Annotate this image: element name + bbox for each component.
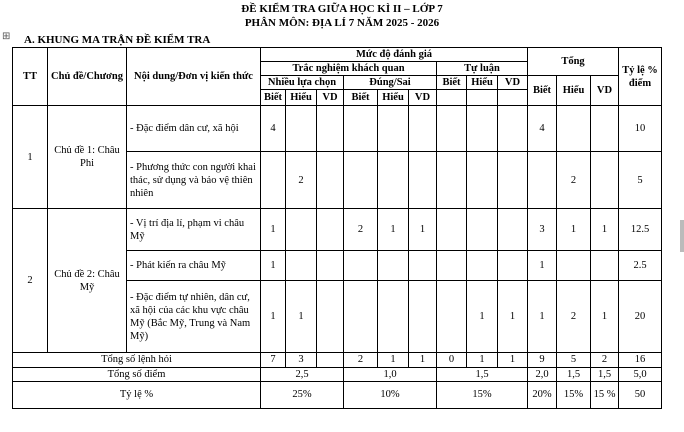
value-cell [498,152,528,209]
value-cell [528,152,557,209]
value-cell [437,251,467,281]
points-percent: 5,0 [619,367,662,381]
ratio-mcq: 25% [261,381,344,408]
value-cell [409,152,437,209]
value-cell [557,106,591,152]
col-essay-blank-1 [437,90,467,106]
value-cell [498,251,528,281]
document-title: ĐỀ KIỂM TRA GIỮA HỌC KÌ II – LỚP 7 [241,3,443,15]
col-essay-biet: Biết [437,76,467,90]
chapter-number: 2 [13,209,48,353]
document-subtitle: PHÂN MÔN: ĐỊA LÍ 7 NĂM 2025 - 2026 [244,17,440,29]
ratio-label: Tỷ lệ % [13,381,261,408]
value-cell: 4 [528,106,557,152]
col-percent: Tỷ lệ % điểm [619,48,662,106]
value-cell [344,106,378,152]
value-cell: 1 [286,281,317,353]
value-cell: 3 [528,209,557,251]
value-cell [317,106,344,152]
value-cell: 2 [557,281,591,353]
section-title: A. KHUNG MA TRẬN ĐỀ KIỂM TRA [24,34,211,46]
total-cell: 9 [528,353,557,367]
value-cell [378,152,409,209]
chapter-number: 1 [13,106,48,209]
col-tf-vd: VD [409,90,437,106]
percent-cell: 20 [619,281,662,353]
total-cell: 2 [591,353,619,367]
value-cell [317,251,344,281]
totals-row [13,381,662,408]
total-cell: 3 [286,353,317,367]
percent-cell: 12.5 [619,209,662,251]
value-cell [409,106,437,152]
total-cell: 5 [557,353,591,367]
total-cell: 2 [344,353,378,367]
total-questions-label: Tổng số lệnh hỏi [13,353,261,367]
content-cell: - Đặc điểm tự nhiên, dân cư, xã hội của các khu vực châu Mỹ (Bắc Mỹ, Trung và Nam Mỹ) [127,281,261,353]
content-cell: - Phát kiến ra châu Mỹ [127,251,261,281]
totals-row [13,353,662,367]
total-cell: 16 [619,353,662,367]
total-cell: 0 [437,353,467,367]
chapter-name: Chủ đề 1: Châu Phi [48,106,127,209]
value-cell [286,106,317,152]
points-total-vd: 1,5 [591,367,619,381]
value-cell [437,281,467,353]
col-objective: Trắc nghiệm khách quan [261,62,437,76]
col-mcq: Nhiều lựa chọn [261,76,344,90]
content-cell: - Vị trí địa lí, phạm vi châu Mỹ [127,209,261,251]
ratio-truefalse: 10% [344,381,437,408]
value-cell [344,281,378,353]
ratio-total-biet: 20% [528,381,557,408]
value-cell [498,106,528,152]
totals-row [13,367,662,381]
value-cell: 2 [557,152,591,209]
points-truefalse: 1,0 [344,367,437,381]
value-cell [261,152,286,209]
col-total: Tổng [528,48,619,76]
value-cell [591,152,619,209]
total-cell [317,353,344,367]
points-total-hieu: 1,5 [557,367,591,381]
col-essay-hieu: Hiểu [467,76,498,90]
value-cell [317,281,344,353]
ratio-essay: 15% [437,381,528,408]
value-cell [344,152,378,209]
value-cell [467,251,498,281]
value-cell [467,106,498,152]
table-row [13,209,662,251]
value-cell [378,251,409,281]
ratio-percent: 50 [619,381,662,408]
value-cell: 1 [467,281,498,353]
col-tf-biet: Biết [344,90,378,106]
value-cell: 1 [409,209,437,251]
total-cell: 1 [409,353,437,367]
value-cell [286,251,317,281]
value-cell [286,209,317,251]
col-essay-vd: VD [498,76,528,90]
col-mcq-vd: VD [317,90,344,106]
col-mcq-biet: Biết [261,90,286,106]
value-cell: 4 [261,106,286,152]
total-cell: 1 [498,353,528,367]
value-cell [344,251,378,281]
value-cell: 1 [591,281,619,353]
value-cell [378,281,409,353]
scrollbar-thumb[interactable] [680,220,684,252]
chapter-name: Chủ đề 2: Châu Mỹ [48,209,127,353]
points-total-biet: 2,0 [528,367,557,381]
col-chapter: Chủ đề/Chương [48,48,127,106]
value-cell [467,152,498,209]
value-cell [409,281,437,353]
col-content: Nội dung/Đơn vị kiến thức [127,48,261,106]
value-cell: 1 [498,281,528,353]
points-essay: 1,5 [437,367,528,381]
value-cell [467,209,498,251]
ratio-total-hieu: 15% [557,381,591,408]
value-cell: 1 [557,209,591,251]
percent-cell: 5 [619,152,662,209]
value-cell [557,251,591,281]
value-cell [437,209,467,251]
value-cell: 2 [286,152,317,209]
value-cell [437,106,467,152]
col-essay-blank-3 [498,90,528,106]
value-cell: 1 [528,281,557,353]
col-tf-hieu: Hiểu [378,90,409,106]
value-cell: 1 [528,251,557,281]
value-cell [591,251,619,281]
col-total-vd: VD [591,76,619,106]
value-cell [317,209,344,251]
col-mcq-hieu: Hiểu [286,90,317,106]
value-cell [409,251,437,281]
matrix-table [12,47,662,409]
col-level: Mức độ đánh giá [261,48,528,62]
total-cell: 7 [261,353,286,367]
value-cell: 1 [591,209,619,251]
table-row [13,106,662,152]
value-cell: 1 [261,251,286,281]
total-points-label: Tổng số điểm [13,367,261,381]
value-cell [378,106,409,152]
table-move-handle-icon[interactable]: ⊞ [2,31,11,42]
value-cell [317,152,344,209]
percent-cell: 2.5 [619,251,662,281]
value-cell: 1 [261,281,286,353]
content-cell: - Đặc điểm dân cư, xã hội [127,106,261,152]
col-truefalse: Đúng/Sai [344,76,437,90]
value-cell: 1 [378,209,409,251]
percent-cell: 10 [619,106,662,152]
value-cell [437,152,467,209]
ratio-total-vd: 15 % [591,381,619,408]
col-total-biet: Biết [528,76,557,106]
total-cell: 1 [467,353,498,367]
col-essay: Tự luận [437,62,528,76]
points-mcq: 2,5 [261,367,344,381]
value-cell: 1 [261,209,286,251]
col-tt: TT [13,48,48,106]
total-cell: 1 [378,353,409,367]
col-essay-blank-2 [467,90,498,106]
value-cell [498,209,528,251]
col-total-hieu: Hiểu [557,76,591,106]
content-cell: - Phương thức con người khai thác, sử dụng và bảo vệ thiên nhiên [127,152,261,209]
value-cell: 2 [344,209,378,251]
value-cell [591,106,619,152]
